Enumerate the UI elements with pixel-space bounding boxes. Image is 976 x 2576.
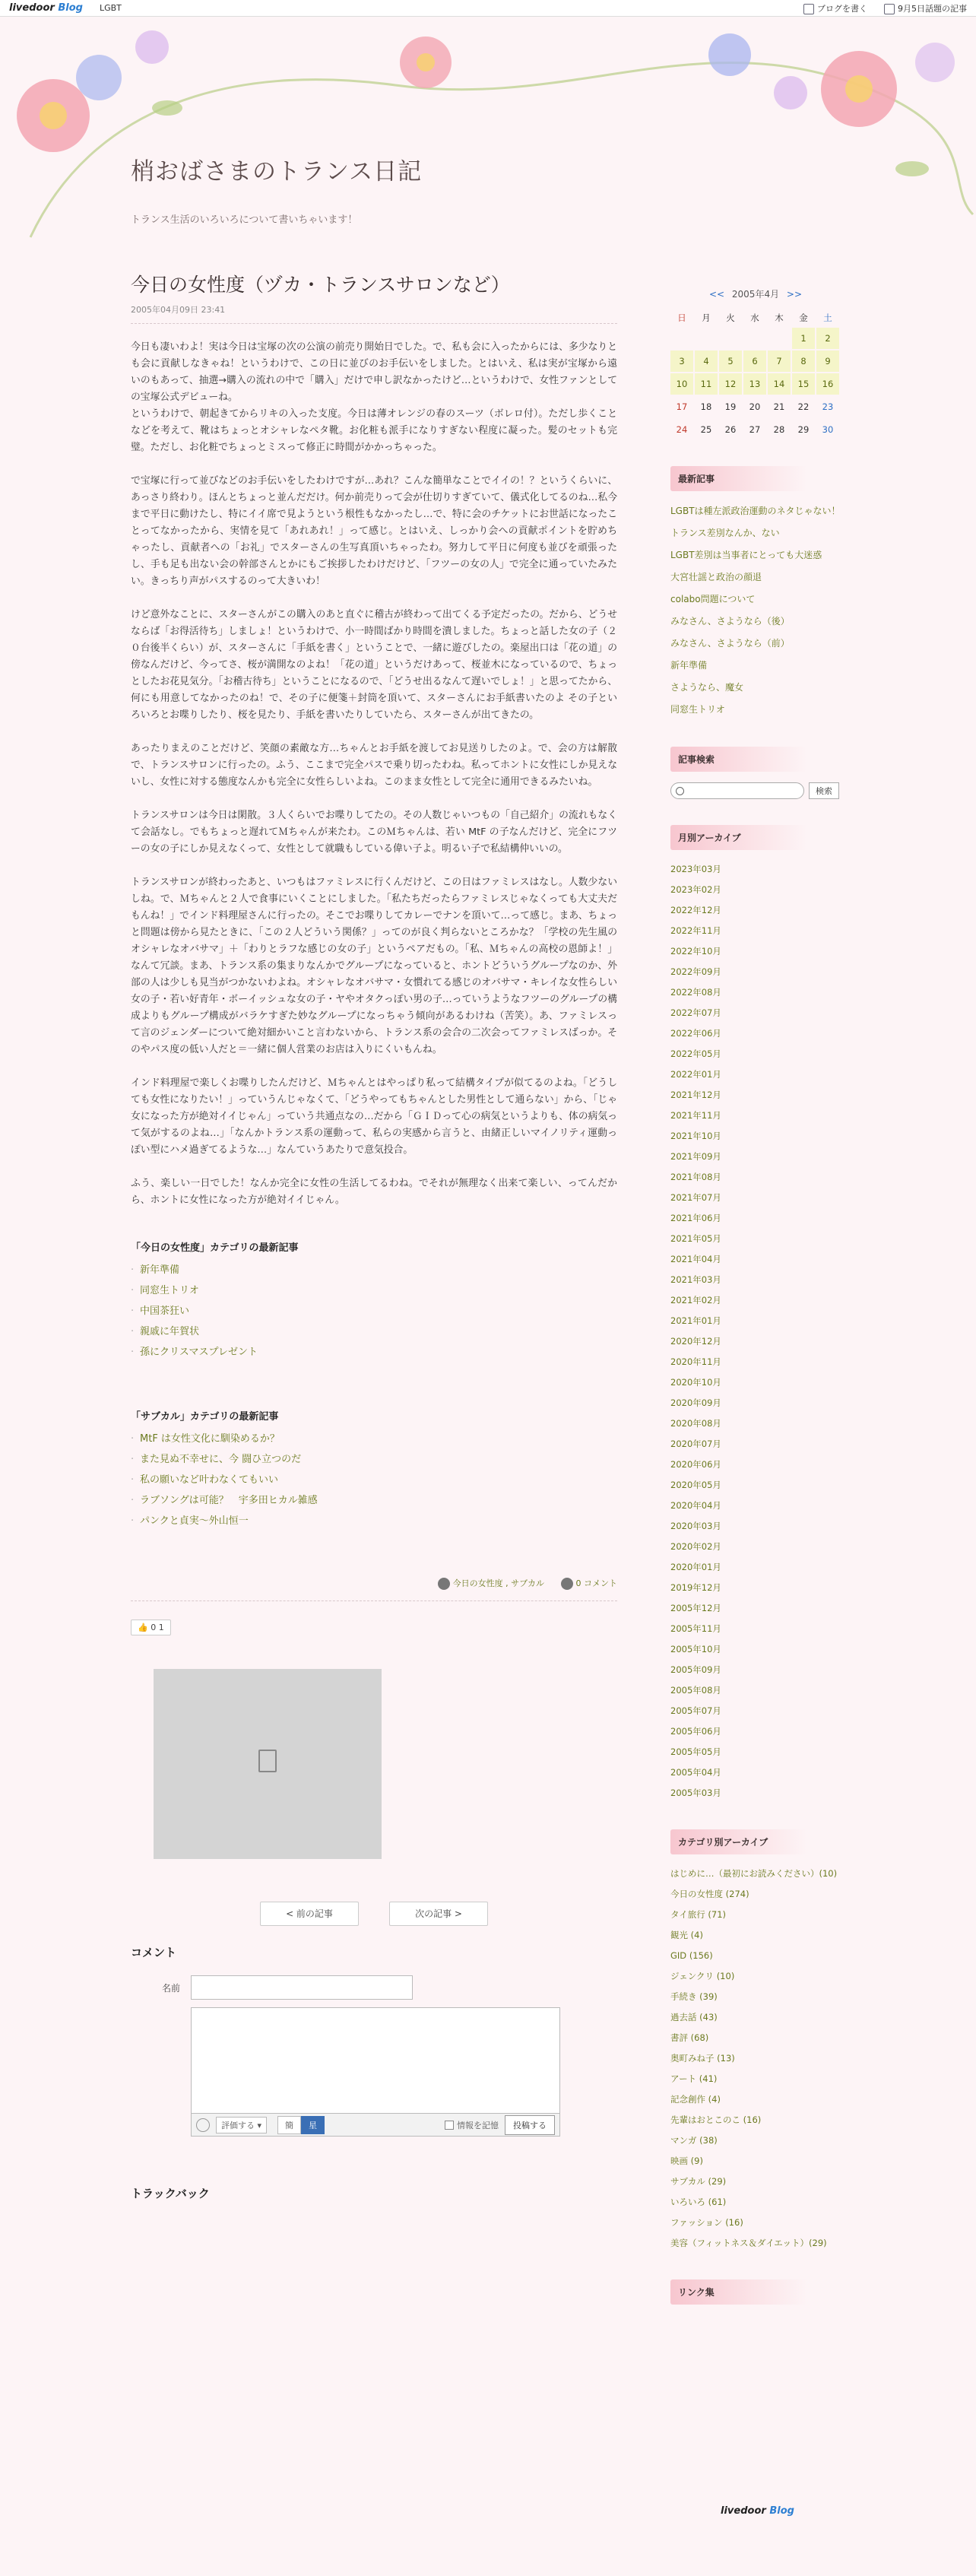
archive-month-link[interactable]: 2005年09月 [670,1664,721,1675]
archive-heading: 月別アーカイブ [670,825,807,850]
remember-checkbox[interactable]: 情報を記憶 [445,2119,499,2131]
archive-month-link[interactable]: 2021年09月 [670,1151,721,1162]
latest-article-link[interactable]: 大宮壮謡と政治の顔退 [670,572,762,582]
archive-month-link[interactable]: 2019年12月 [670,1582,721,1593]
next-article-button[interactable]: 次の記事 > [389,1902,488,1926]
comment-heading: コメント [131,1946,177,1959]
list-item[interactable]: · パンクと貞実〜外山恒一 [131,1511,617,1531]
prev-article-button[interactable]: < 前の記事 [260,1902,359,1926]
comment-toolbar [191,2114,560,2137]
category-list [670,1864,841,2254]
calendar-day[interactable]: 22 [797,401,810,412]
article-body [131,339,617,1209]
archive-month-link[interactable]: 2020年11月 [670,1356,721,1367]
calendar-day[interactable]: 17 [676,401,688,412]
article-categories-link[interactable]: 今日の女性度 , サブカル [452,1578,544,1588]
calendar-day[interactable]: 4 [695,351,718,372]
ad-image-placeholder [154,1669,382,1859]
like-button[interactable]: 👍 0 1 [131,1620,171,1635]
comment-icon [561,1578,573,1590]
archive-month-link[interactable]: 2005年10月 [670,1644,721,1654]
category-link[interactable]: アート (41) [670,2073,718,2084]
calendar-icon [884,4,895,14]
archive-month-link[interactable]: 2022年12月 [670,905,721,915]
calendar-day[interactable]: 19 [724,401,737,412]
calendar-day[interactable]: 10 [670,373,693,395]
category-archive-heading: カテゴリ別アーカイブ [670,1829,807,1854]
category-link[interactable]: 美容（フィットネス＆ダイエット）(29) [670,2238,827,2248]
archive-month-link[interactable]: 2021年10月 [670,1131,721,1141]
calendar-day[interactable]: 7 [768,351,791,372]
article-footer-meta [131,1577,617,1601]
calendar-month: 2005年4月 [731,289,780,300]
calendar-weekday: 金 [799,312,808,323]
list-item[interactable]: · 新年準備 [131,1260,617,1280]
category-link[interactable]: 手続き (39) [670,1991,718,2002]
archive-month-link[interactable]: 2020年01月 [670,1562,721,1572]
links-heading: リンク集 [670,2279,807,2305]
calendar-weekday: 水 [750,312,759,323]
category-link[interactable]: 映画 (9) [670,2156,703,2166]
archive-month-link[interactable]: 2022年06月 [670,1028,721,1039]
category-link[interactable]: はじめに…（最初にお読みください）(10) [670,1868,838,1879]
article-paragraph: トランスサロンは今日は閑散。３人くらいでお喋りしてたの。その人数じゃいつもの「自己紹介」の流れもなくて会話なし。でもちょっと遅れてＭちゃんが来たわ。このＭちゃんは、若い MtF の子なんだけど、完全にフツーの女の子にしか見えなくって、女性として就職もしている偉い子よ。明るい子で私結構仲いいの。 [131,810,617,855]
checkbox-icon [445,2121,454,2130]
list-item[interactable]: · 親戚に年賀状 [131,1321,617,1342]
calendar-weekday: 日 [677,312,686,323]
calendar-day[interactable]: 1 [792,328,815,349]
calendar-day[interactable]: 13 [743,373,766,395]
category-link[interactable]: 記念創作 (4) [670,2094,721,2105]
folder-icon [438,1578,450,1590]
latest-article-link[interactable]: 同窓生トリオ [670,704,725,715]
calendar-day[interactable]: 28 [773,424,785,435]
archive-month-link[interactable]: 2020年10月 [670,1377,721,1388]
recent-category-heading: 「今日の女性度」カテゴリの最新記事 [131,1242,299,1254]
latest-article-link[interactable]: みなさん、さようなら（後） [670,616,790,627]
calendar-header [670,287,841,300]
calendar-day[interactable]: 21 [773,401,785,412]
calendar-empty-cell [743,328,766,349]
category-link[interactable]: ジェンクリ (10) [670,1971,735,1981]
archive-month-link[interactable]: 2022年05月 [670,1048,721,1059]
name-label: 名前 [161,1982,180,1994]
archive-month-link[interactable]: 2023年02月 [670,884,721,895]
calendar-day[interactable]: 11 [695,373,718,395]
trending-link[interactable]: 9月5日話題の記事 [884,2,967,14]
floral-decoration [0,17,976,245]
calendar-grid [670,309,841,440]
calendar-day[interactable]: 3 [670,351,693,372]
article-date: 2005年04月09日 23:41 [131,303,617,324]
comments-link[interactable]: 0 コメント [575,1578,617,1588]
archive-month-link[interactable]: 2020年02月 [670,1541,721,1552]
latest-articles-list [670,500,841,721]
calendar-day[interactable]: 16 [816,373,839,395]
archive-month-link[interactable]: 2020年04月 [670,1500,721,1511]
pencil-icon [803,4,814,14]
list-item[interactable]: · MtF は女性文化に馴染めるか？ [131,1429,617,1449]
archive-month-link[interactable]: 2020年03月 [670,1521,721,1531]
archive-month-link[interactable]: 2022年10月 [670,946,721,956]
category-link[interactable]: 過去話 (43) [670,2012,718,2022]
sidebar [670,287,841,2305]
list-item[interactable]: · 私の願いなど叶わなくてもいい [131,1470,617,1490]
category-link[interactable]: 奥町みね子 (13) [670,2053,735,2064]
category-link[interactable]: マンガ (38) [670,2135,718,2146]
article-paragraph: インド料理屋で楽しくお喋りしたんだけど、Ｍちゃんとはやっぱり私って結構タイプが似てるのよね。「どうしても女性になりたい！」っていうんじゃなくて、「どうやってもちゃんとした男性として通らない」から、「じゃ女になった方が絶対イイじゃん」っていう共通点なの…だから「ＧＩＤって心の病気というよりも、体の病気って気がするのよね…」「なんかトランス系の運動って、私らの実感から言うと、由緒正しいマイノリティ運動っぽい型にハメ過ぎてるような…」なんていうあたりで意気投合。 [131,1077,617,1156]
latest-article-link[interactable]: LGBT差別は当事者にとっても大迷惑 [670,550,822,560]
article-paragraph: けど意外なことに、スターさんがこの購入のあと直ぐに稽古が終わって出てくる予定だったの。だから、どうせならば「お得活待ち」しましょ！というわけで、小一時間ばかり時間を潰しました。ちょっと話した女の子（２０台後半くらい）が、スターさんに「手紙を書く」ということで、一緒に遊びしたの。楽屋出口は「花の道」の傍なんだけど、今ってさ、桜が満開なのよね！「花の道」というだけあって、桜並木になっているので、ちょっとしたお花見気分。「お稽古待ち」ということになるので、「どうせ出るなんて遅いでしょ！」と思ってたから、何にも用意してなかったのね！で、その子に便箋＋封筒を頂いて、スターさんにお手紙書いたのよ その子といろいろとお喋りしたり、桜を見たり、手紙を書いたりしていたら、スターさんが出てきたの。 [131,609,617,721]
list-item[interactable]: · 孫にクリスマスプレゼント [131,1342,617,1363]
article-paragraph: 今日も凄いわよ！実は今日は宝塚の次の公演の前売り開始日でした。で、私も会に入ったからには、多少なりとも会に貢献しなきゃね！というわけで、この日に並びのお手伝いをしました。とはいえ、私は実が宝塚から遠いのもあって、抽選→購入の流れの中で「購入」だけで申し訳なかったけど…というわけで、女性ファンとしての宝塚公式デビューね。 というわけで、朝起きてからリキの入った支度。今日は薄オレンジの春のスーツ（ボレロ付）。ただし歩くことなどを考えて、靴はちょっとオシャレなペタ靴。お化粧も派手になりすぎない程度に凝った。髪のセットも完璧。ただし、お化粧でちょっとミスって修正に時間がかかっちゃった。 [131,341,617,453]
calendar-day[interactable]: 30 [822,424,834,435]
archive-list [670,859,841,1804]
article-paragraph: で宝塚に行って並びなどのお手伝いをしたわけですが…あれ？こんな簡単なことでイイの！？というくらいに、あっさり終わり。ほんとちょっと並んだだけ。何か前売りって会が仕切りすぎていて、儀式化してるのね…私今まで平日に動けたし、特にイイ席で見ようという根性もなかったし…で、特に会のチケットにお世話になったことってなかったから、実情を見て「あれあれ！」って感じ。とはいえ、しっかり会への貢献ポイントを貯めちゃったし、貢献者への「お礼」でスターさんの生写真頂いちゃったわ。努力して平日に何度も並びを頑張ったし、手も足も出ない会の幹部さんとかにもご挨拶したわけだけど、「フツーの女の人」で完全に通っていたみたい。きっちり声がパスするのって大きいわ！ [131,475,617,587]
calendar-day[interactable]: 2 [816,328,839,349]
article-title[interactable]: 今日の女性度（ヅカ・トランスサロンなど） [131,274,510,296]
category-link[interactable]: 先輩はおとこのこ (16) [670,2114,762,2125]
tag-link[interactable]: LGBT [99,3,122,13]
list-item[interactable]: · 中国茶狂い [131,1301,617,1321]
archive-month-link[interactable]: 2021年02月 [670,1295,721,1305]
category-link[interactable]: GID (156) [670,1950,713,1961]
calendar-day[interactable]: 29 [797,424,810,435]
main-column [131,270,617,2201]
archive-month-link[interactable]: 2020年06月 [670,1459,721,1470]
archive-month-link[interactable]: 2023年03月 [670,864,721,874]
category-link[interactable]: 今日の女性度 (274) [670,1889,749,1899]
archive-month-link[interactable]: 2005年11月 [670,1623,721,1634]
article-paragraph: ふう、楽しい一日でした！なんか完全に女性の生活してるわね。でそれが無理なく出来て楽しい、ってんだから、ホントに女性になった方が絶対イイじゃん。 [131,1178,617,1206]
archive-month-link[interactable]: 2021年05月 [670,1233,721,1244]
category-link[interactable]: いろいろ (61) [670,2197,727,2207]
list-item[interactable]: · また見ぬ不幸せに、今 闘ひ立つのだ [131,1449,617,1470]
latest-article-link[interactable]: みなさん、さようなら（前） [670,638,790,649]
archive-month-link[interactable]: 2021年06月 [670,1213,721,1223]
archive-month-link[interactable]: 2021年03月 [670,1274,721,1285]
article-pager [131,1902,617,1926]
article-paragraph: トランスサロンが終わったあと、いつもはファミレスに行くんだけど、この日はファミレスはなし。人数少ないしね。で、Ｍちゃんと２人で食事にいくことにしました。「私たちだったらファミレスじゃなくっても大丈夫だもんね！」でインド料理屋さんに行ったの。そこでお喋りしてカレーでナンを頂いて…って感じ。まあ、ちょっと問題は傍から見たときに、「この２人どういう関係？」ってのが良く判らないところかな？「学校の先生風のオシャレなオバサマ」＋「わりとラフな感じの女の子」というペアだもの。「私、Ｍちゃんの高校の恩師よ！」なんて冗談。まあ、トランス系の集まりなんかでグループになっていると、ホントどういうグループなのか、外部の人は少しも見当がつかないわよね。オシャレなオバサマ・女慣れてる感じのオバサマ・キレイな女性らしい女の子・若い好青年・ボーイッシュな女の子・ヤやオタクっぽい男の子…っていうようなフツーのグループの構成よりもグループ構成がバラケすぎた妙なグループになっちゃう傾向があるわけね（苦笑）。あ、ファミレスって言のジェンダーについて絶対細かいこと言わないから、トランス系の会合の二次会ってファミレスばっか。そのやパス度の低い人だと＝一緒に個人営業のお店は入りにくいもんね。 [131,877,617,1055]
archive-month-link[interactable]: 2005年04月 [670,1767,721,1778]
format-simple-button[interactable]: 簡 [277,2116,301,2134]
archive-month-link[interactable]: 2022年01月 [670,1069,721,1080]
recent-in-category [131,1239,617,1531]
footer-logo[interactable]: livedoor Blog [721,2505,794,2517]
archive-month-link[interactable]: 2021年07月 [670,1192,721,1203]
archive-month-link[interactable]: 2022年11月 [670,925,721,936]
search-form [670,782,841,799]
archive-month-link[interactable]: 2022年09月 [670,966,721,977]
comment-textarea[interactable] [191,2007,560,2114]
archive-month-link[interactable]: 2021年04月 [670,1254,721,1264]
latest-article-link[interactable]: LGBTは種左派政治運動のネタじゃない！ [670,506,841,516]
calendar-day[interactable]: 27 [749,424,761,435]
archive-month-link[interactable]: 2021年08月 [670,1172,721,1182]
calendar-day[interactable]: 23 [822,401,834,412]
latest-article-link[interactable]: トランス差別なんか、ない [670,528,780,538]
archive-month-link[interactable]: 2005年12月 [670,1603,721,1613]
calendar-day[interactable]: 6 [743,351,766,372]
archive-month-link[interactable]: 2022年07月 [670,1007,721,1018]
calendar-day[interactable]: 8 [792,351,815,372]
search-input[interactable] [670,782,804,799]
calendar-day[interactable]: 9 [816,351,839,372]
livedoor-logo[interactable]: livedoor Blog [9,2,83,14]
calendar-day[interactable]: 25 [700,424,712,435]
calendar-weekday: 土 [823,312,832,323]
category-link[interactable]: サブカル (29) [670,2176,727,2187]
article-paragraph: あったりまえのことだけど、笑顔の素敵な方…ちゃんとお手紙を渡してお見送りしたのよ。で、会の方は解散で、トランスサロンに行ったの。ふう、ここまで完全パスで乗り切ったわね。私ってホントに女性にしか見えないし、女性に対する態度なんかも完全に女性らしいよね。このまま女性として完全に通用できるみたいね。 [131,743,617,788]
latest-article-link[interactable]: さようなら、魔女 [670,682,744,693]
rating-select[interactable]: 評価する ▾ [216,2117,267,2133]
recent-subculture-heading: 「サブカル」カテゴリの最新記事 [131,1411,279,1423]
calendar-weekday: 火 [726,312,735,323]
format-toggle [277,2116,325,2134]
broken-image-icon [258,1750,277,1772]
latest-articles-heading: 最新記事 [670,466,807,491]
latest-article-link[interactable]: colabo問題について [670,594,756,604]
emoji-icon[interactable] [196,2118,210,2132]
archive-month-link[interactable]: 2005年05月 [670,1746,721,1757]
submit-comment-button[interactable]: 投稿する [505,2115,555,2135]
latest-article-link[interactable]: 新年準備 [670,660,708,671]
calendar-day[interactable]: 5 [719,351,742,372]
list-item[interactable]: · 同窓生トリオ [131,1280,617,1301]
category-link[interactable]: ファッション (16) [670,2217,743,2228]
blog-description: トランス生活のいろいろについて書いちゃいます！ [131,214,358,226]
archive-month-link[interactable]: 2021年01月 [670,1315,721,1326]
archive-month-link[interactable]: 2021年11月 [670,1110,721,1121]
calendar-empty-cell [670,328,693,349]
calendar-empty-cell [695,328,718,349]
calendar-day[interactable]: 26 [724,424,737,435]
trackback-heading: トラックバック [131,2187,210,2200]
category-link[interactable]: 書評 (68) [670,2032,709,2043]
write-blog-link[interactable]: ブログを書く [803,2,867,14]
category-link[interactable]: タイ旅行 (71) [670,1909,727,1920]
calendar-weekday: 月 [702,312,711,323]
top-bar [0,0,976,17]
calendar-day[interactable]: 14 [768,373,791,395]
archive-month-link[interactable]: 2021年12月 [670,1090,721,1100]
archive-month-link[interactable]: 2005年06月 [670,1726,721,1737]
archive-month-link[interactable]: 2020年05月 [670,1480,721,1490]
blog-title[interactable]: 梢おばさまのトランス日記 [131,158,423,186]
comment-form [131,1975,617,2137]
archive-month-link[interactable]: 2005年03月 [670,1788,721,1798]
archive-month-link[interactable]: 2005年08月 [670,1685,721,1696]
calendar-day[interactable]: 15 [792,373,815,395]
archive-month-link[interactable]: 2020年07月 [670,1439,721,1449]
archive-month-link[interactable]: 2020年09月 [670,1397,721,1408]
list-item[interactable]: · ラブソングは可能？ 宇多田ヒカル雑感 [131,1490,617,1511]
calendar-day[interactable]: 12 [719,373,742,395]
calendar-weekday: 木 [775,312,784,323]
name-input[interactable] [191,1975,413,2000]
calendar-prev-link[interactable]: << [708,289,725,300]
search-button[interactable]: 検索 [809,782,839,799]
archive-month-link[interactable]: 2020年12月 [670,1336,721,1347]
archive-month-link[interactable]: 2020年08月 [670,1418,721,1429]
category-link[interactable]: 観光 (4) [670,1930,703,1940]
calendar-day[interactable]: 18 [700,401,712,412]
search-heading: 記事検索 [670,747,807,772]
calendar-day[interactable]: 20 [749,401,761,412]
calendar-empty-cell [719,328,742,349]
calendar-empty-cell [768,328,791,349]
archive-month-link[interactable]: 2022年08月 [670,987,721,998]
calendar-day[interactable]: 24 [676,424,688,435]
calendar-next-link[interactable]: >> [786,289,803,300]
format-star-button[interactable]: 星 [301,2116,325,2134]
archive-month-link[interactable]: 2005年07月 [670,1705,721,1716]
